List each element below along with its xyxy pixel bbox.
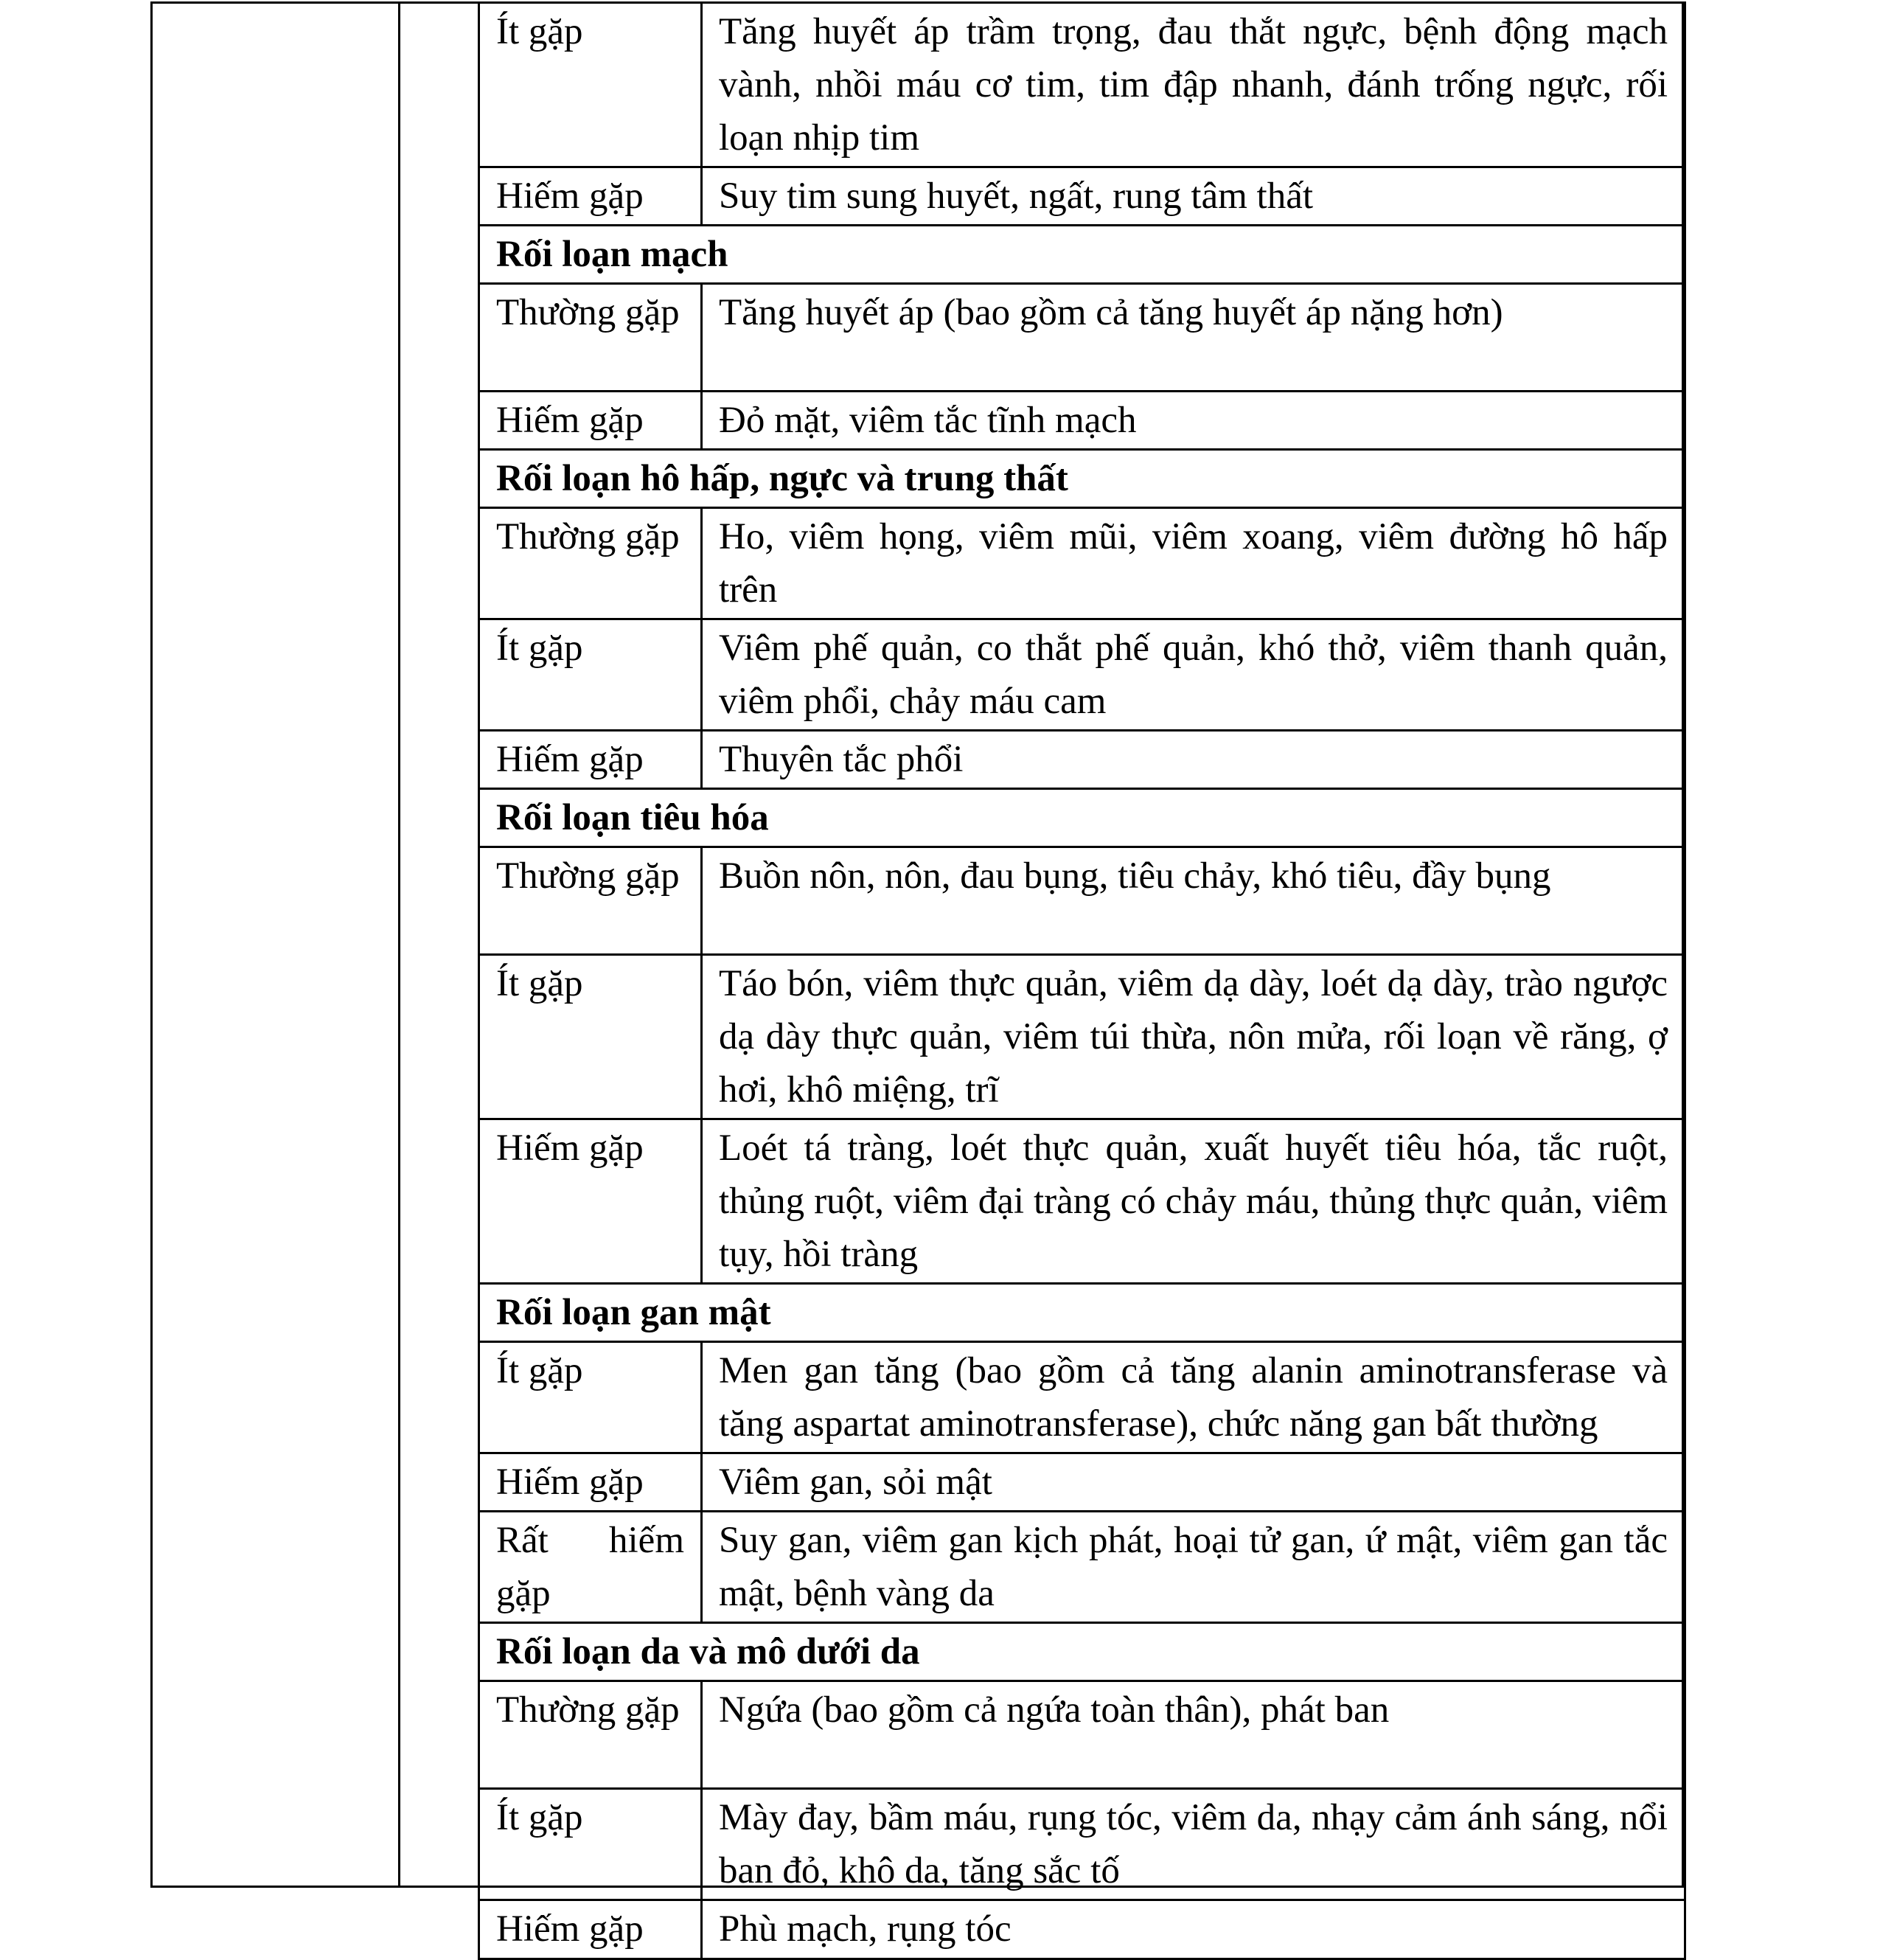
section-row — [479, 226, 1685, 284]
table-row — [479, 847, 1685, 955]
description-cell: Suy tim sung huyết, ngất, rung tâm thất — [702, 167, 1685, 226]
description-cell: Mày đay, bầm máu, rụng tóc, viêm da, nhạy cảm ánh sáng, nổi ban đỏ, khô da, tăng sắc tố — [702, 1789, 1685, 1900]
table-row — [479, 731, 1685, 789]
adverse-effects-table — [478, 1, 1686, 1960]
table-row — [479, 955, 1685, 1119]
description-cell: Phù mạch, rụng tóc — [702, 1900, 1685, 1959]
table-row — [479, 3, 1685, 167]
description-cell: Buồn nôn, nôn, đau bụng, tiêu chảy, khó tiêu, đầy bụng — [702, 847, 1685, 955]
section-row — [479, 1284, 1685, 1342]
frequency-cell: Hiếm gặp — [479, 167, 702, 226]
frequency-cell: Ít gặp — [479, 1789, 702, 1900]
frequency-cell: Hiếm gặp — [479, 392, 702, 450]
description-cell: Viêm phế quản, co thắt phế quản, khó thở, viêm thanh quản, viêm phổi, chảy máu cam — [702, 619, 1685, 731]
frequency-cell: Ít gặp — [479, 955, 702, 1119]
table-row — [479, 1119, 1685, 1284]
section-row — [479, 789, 1685, 847]
column-divider-1 — [398, 1, 400, 1888]
frequency-cell: Ít gặp — [479, 3, 702, 167]
description-cell: Tăng huyết áp (bao gồm cả tăng huyết áp nặng hơn) — [702, 284, 1685, 392]
frequency-cell: Ít gặp — [479, 1342, 702, 1453]
description-cell: Tăng huyết áp trầm trọng, đau thắt ngực, bệnh động mạch vành, nhồi máu cơ tim, tim đập nhanh, đánh trống ngực, rối loạn nhịp tim — [702, 3, 1685, 167]
section-heading: Rối loạn mạch — [479, 226, 1685, 284]
table-row — [479, 1789, 1685, 1900]
table-row — [479, 1512, 1685, 1623]
frequency-cell: Thường gặp — [479, 847, 702, 955]
frequency-cell: Hiếm gặp — [479, 731, 702, 789]
frequency-cell: Ít gặp — [479, 619, 702, 731]
description-cell: Ho, viêm họng, viêm mũi, viêm xoang, viêm đường hô hấp trên — [702, 508, 1685, 619]
section-heading: Rối loạn tiêu hóa — [479, 789, 1685, 847]
table-row — [479, 1453, 1685, 1512]
section-row — [479, 1623, 1685, 1681]
frequency-cell: Thường gặp — [479, 508, 702, 619]
section-heading: Rối loạn hô hấp, ngực và trung thất — [479, 450, 1685, 508]
table-row — [479, 1900, 1685, 1959]
section-row — [479, 450, 1685, 508]
table-row — [479, 1342, 1685, 1453]
frequency-cell: Thường gặp — [479, 284, 702, 392]
section-heading: Rối loạn da và mô dưới da — [479, 1623, 1685, 1681]
frequency-cell: Hiếm gặp — [479, 1119, 702, 1284]
description-cell: Suy gan, viêm gan kịch phát, hoại tử gan, ứ mật, viêm gan tắc mật, bệnh vàng da — [702, 1512, 1685, 1623]
table-row — [479, 508, 1685, 619]
description-cell: Thuyên tắc phổi — [702, 731, 1685, 789]
description-cell: Táo bón, viêm thực quản, viêm dạ dày, loét dạ dày, trào ngược dạ dày thực quản, viêm túi thừa, nôn mửa, rối loạn về răng, ợ hơi, khô miệng, trĩ — [702, 955, 1685, 1119]
description-cell: Đỏ mặt, viêm tắc tĩnh mạch — [702, 392, 1685, 450]
table-row — [479, 284, 1685, 392]
description-cell: Ngứa (bao gồm cả ngứa toàn thân), phát ban — [702, 1681, 1685, 1789]
frequency-cell: Thường gặp — [479, 1681, 702, 1789]
table-row — [479, 167, 1685, 226]
description-cell: Loét tá tràng, loét thực quản, xuất huyết tiêu hóa, tắc ruột, thủng ruột, viêm đại tràng có chảy máu, thủng thực quản, viêm tụy, hồi tràng — [702, 1119, 1685, 1284]
description-cell: Viêm gan, sỏi mật — [702, 1453, 1685, 1512]
table-row — [479, 392, 1685, 450]
section-heading: Rối loạn gan mật — [479, 1284, 1685, 1342]
table-row — [479, 619, 1685, 731]
frequency-cell: Hiếm gặp — [479, 1900, 702, 1959]
table-row — [479, 1681, 1685, 1789]
frequency-cell: Rất hiếm gặp — [479, 1512, 702, 1623]
frequency-cell: Hiếm gặp — [479, 1453, 702, 1512]
description-cell: Men gan tăng (bao gồm cả tăng alanin aminotransferase và tăng aspartat aminotransferase), chức năng gan bất thường — [702, 1342, 1685, 1453]
